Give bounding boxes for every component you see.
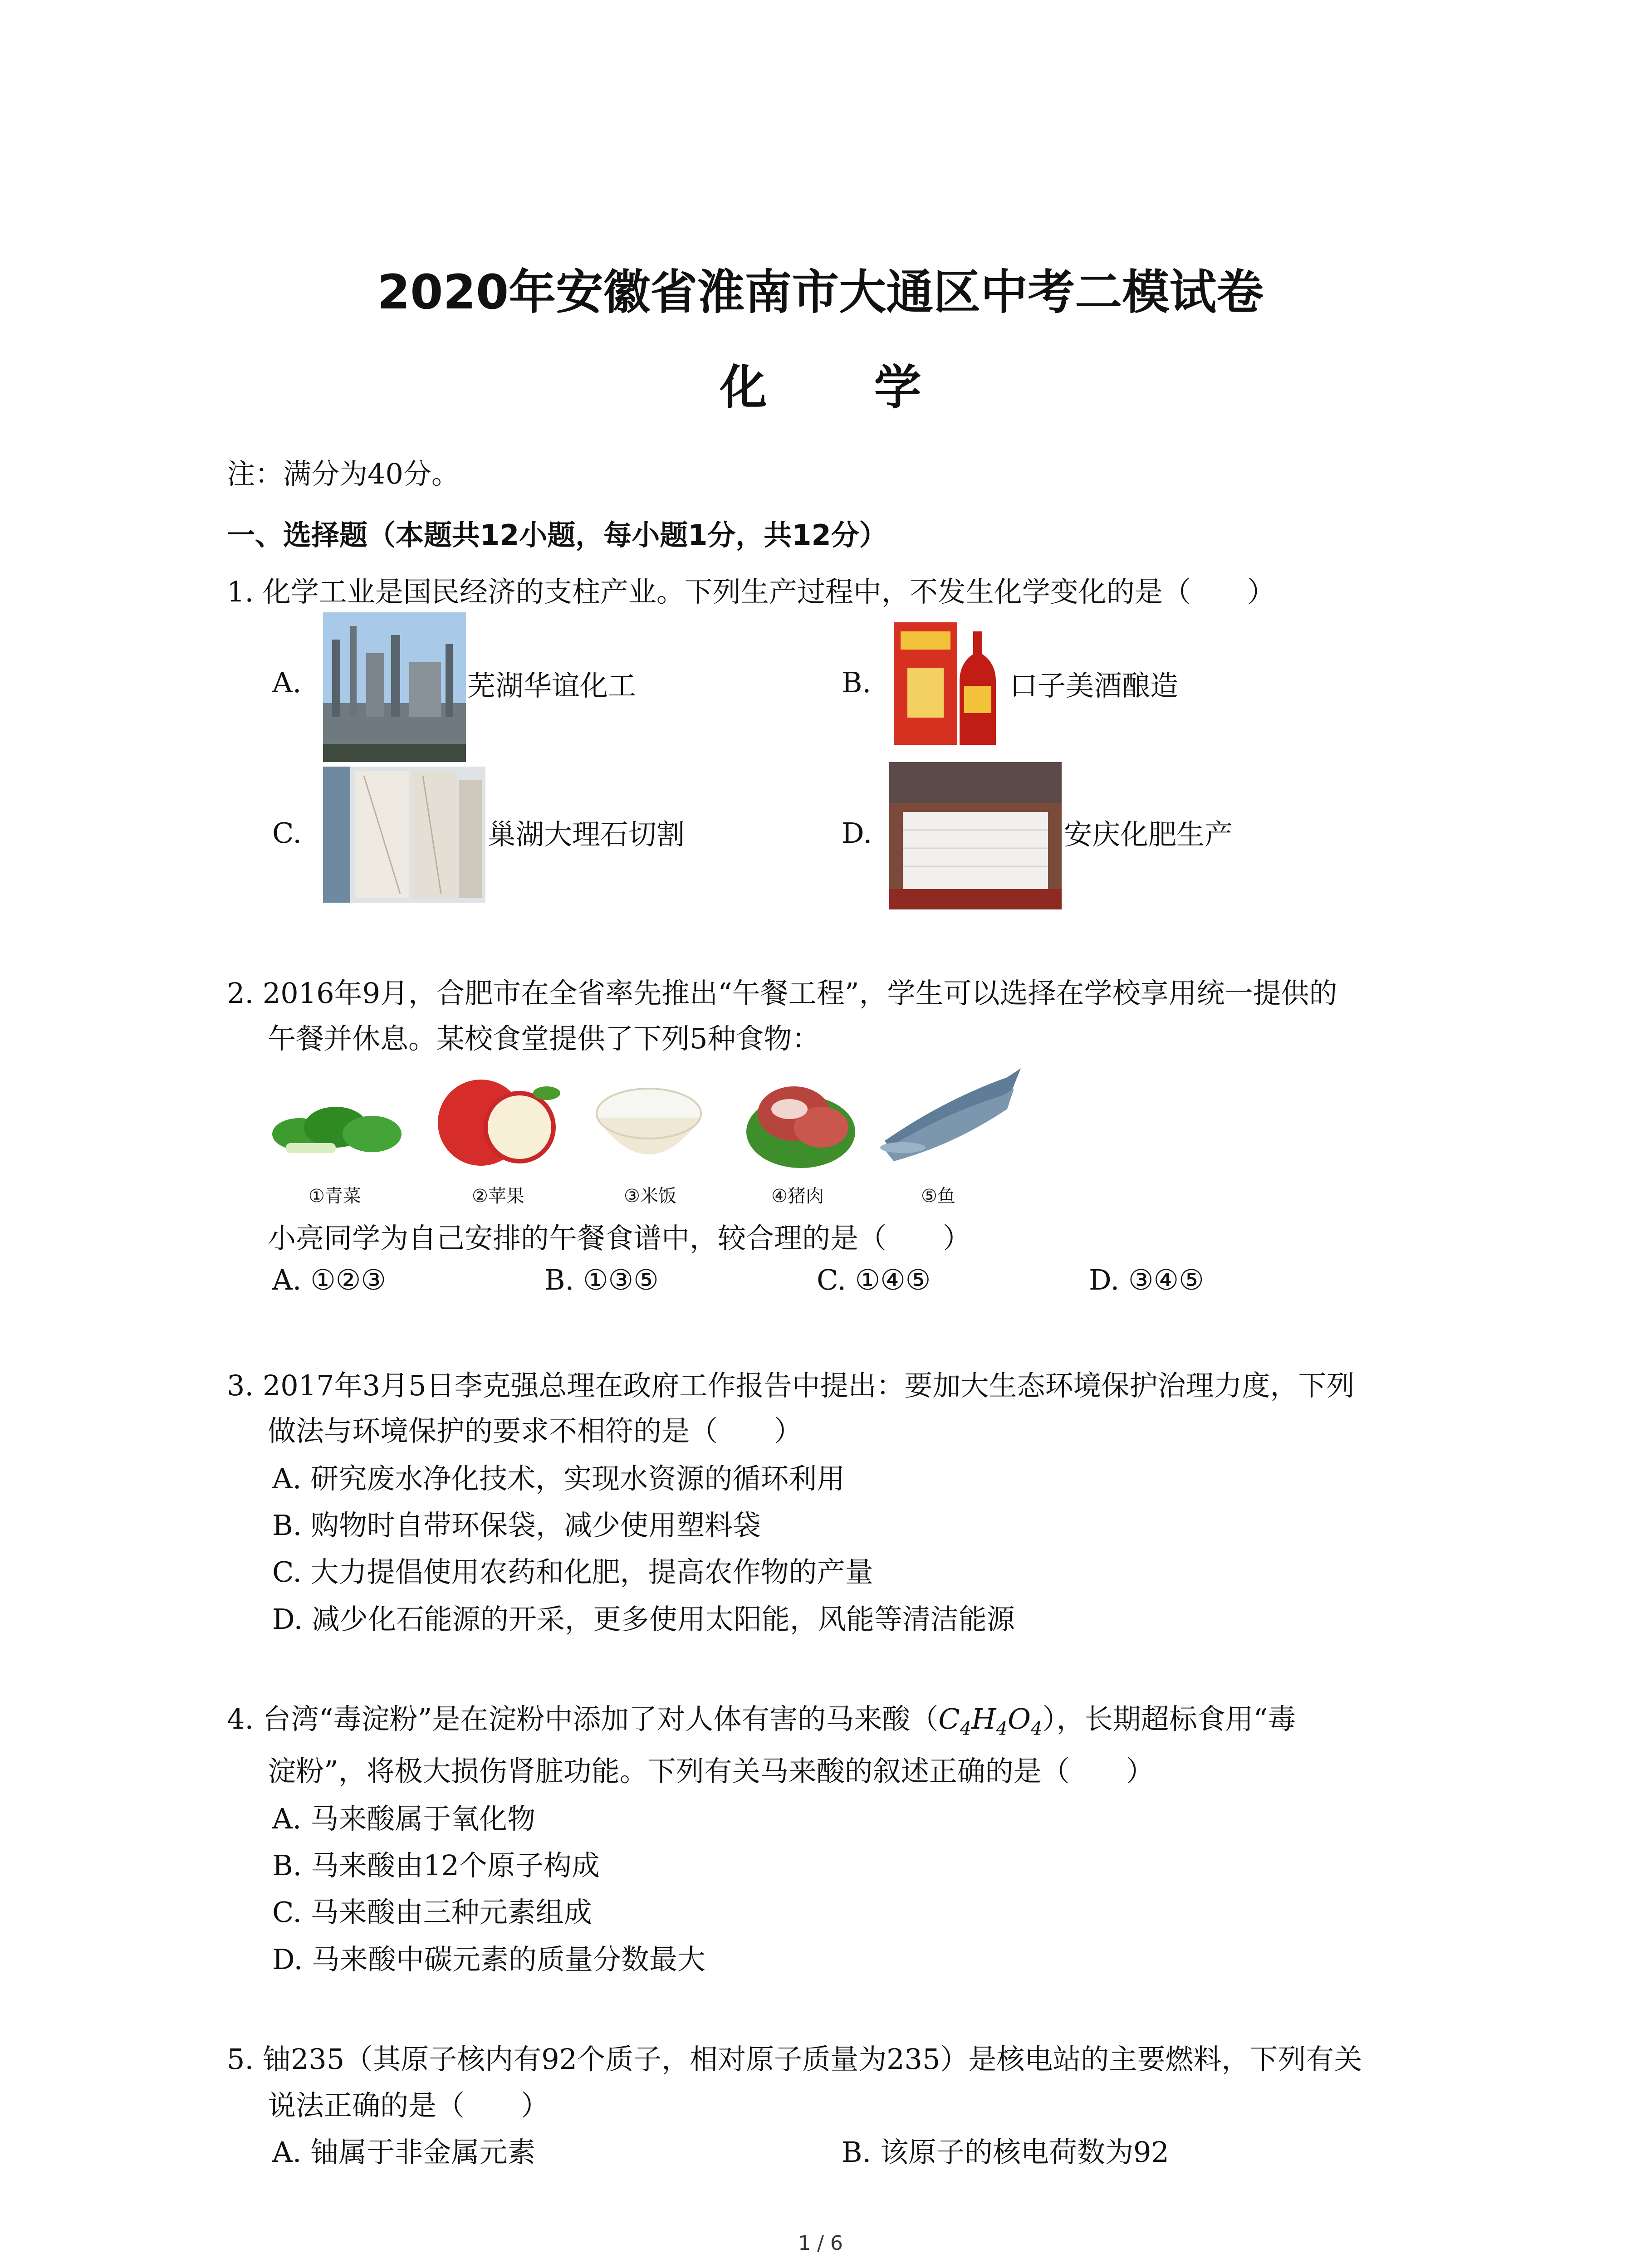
apple-image (431, 1068, 567, 1173)
q2-stem-line2: 午餐并休息。某校食堂提供了下列5种食物： (268, 1022, 820, 1055)
q3-option-c: C. 大力提倡使用农药和化肥，提高农作物的产量 (272, 1555, 873, 1589)
q1-option-d-letter: D. (842, 816, 872, 850)
fertilizer-bags-photo (889, 762, 1062, 909)
q1-option-c-letter: C. (272, 816, 302, 850)
q3-option-a: A. 研究废水净化技术，实现水资源的循环利用 (272, 1462, 845, 1495)
food-label-1: ①青菜 (309, 1186, 361, 1207)
q4-option-c: C. 马来酸由三种元素组成 (272, 1896, 592, 1929)
q5-option-b: B. 该原子的核电荷数为92 (842, 2136, 1169, 2169)
subject-title: 化 学 (720, 360, 967, 415)
q5-option-a: A. 铀属于非金属元素 (272, 2136, 536, 2169)
marble-slabs-photo (323, 767, 485, 903)
q1-option-a-text: 芜湖华谊化工 (467, 669, 637, 702)
q1-option-b-text: 口子美酒酿造 (1009, 669, 1179, 702)
maleic-acid-formula: $C_4H_4O_4$ (938, 1702, 1043, 1740)
score-note: 注：满分为40分。 (227, 457, 460, 490)
q2-stem-line1: 2. 2016年9月，合肥市在全省率先推出“午餐工程”，学生可以选择在学校享用统一提供的 (227, 977, 1337, 1010)
food-label-2: ②苹果 (472, 1186, 524, 1207)
q2-option-d: D. ③④⑤ (1089, 1263, 1204, 1296)
food-label-3: ③米饭 (624, 1186, 676, 1207)
q2-option-a: A. ①②③ (272, 1263, 386, 1296)
pork-image (744, 1064, 857, 1175)
q3-stem-line1: 3. 2017年3月5日李克强总理在政府工作报告中提出：要加大生态环境保护治理力度，下列 (227, 1369, 1355, 1402)
q3-option-b: B. 购物时自带环保袋，减少使用塑料袋 (272, 1509, 761, 1542)
q1-option-c-text: 巢湖大理石切割 (488, 818, 685, 851)
q2-question: 小亮同学为自己安排的午餐食谱中，较合理的是（ ） (268, 1222, 971, 1255)
food-label-4: ④猪肉 (771, 1186, 824, 1207)
food-label-5: ⑤鱼 (921, 1186, 955, 1207)
q3-option-d: D. 减少化石能源的开采，更多使用太阳能，风能等清洁能源 (272, 1603, 1015, 1636)
q2-option-c: C. ①④⑤ (817, 1263, 931, 1296)
q1-stem: 1. 化学工业是国民经济的支柱产业。下列生产过程中，不发生化学变化的是（ ） (227, 575, 1275, 608)
q4-stem-line1 (227, 1696, 1296, 1739)
q4-option-d: D. 马来酸中碳元素的质量分数最大 (272, 1943, 705, 1976)
chemical-plant-photo (323, 612, 466, 762)
q1-option-a-letter: A. (272, 666, 302, 699)
q5-stem-line1: 5. 铀235（其原子核内有92个质子，相对原子质量为235）是核电站的主要燃料，下列有关 (227, 2043, 1362, 2076)
rice-bowl-image (590, 1077, 708, 1173)
q3-stem-line2: 做法与环境保护的要求不相符的是（ ） (268, 1414, 803, 1447)
q1-option-b-letter: B. (842, 666, 872, 699)
exam-title: 2020年安徽省淮南市大通区中考二模试卷 (377, 264, 1264, 320)
q4-option-a: A. 马来酸属于氧化物 (272, 1802, 536, 1835)
q4-stem-line2: 淀粉”，将极大损伤肾脏功能。下列有关马来酸的叙述正确的是（ ） (268, 1755, 1154, 1788)
page-number: 1 / 6 (798, 2232, 843, 2255)
q4-stem-pre: 4. 台湾“毒淀粉”是在淀粉中添加了对人体有害的马来酸（ (227, 1702, 939, 1735)
q2-option-b: B. ①③⑤ (544, 1263, 659, 1296)
q4-option-b: B. 马来酸由12个原子构成 (272, 1849, 600, 1882)
section-heading: 一、选择题（本题共12小题，每小题1分，共12分） (227, 518, 887, 552)
q1-option-d-text: 安庆化肥生产 (1064, 818, 1233, 851)
vegetable-image (268, 1084, 408, 1175)
fish-image (876, 1064, 1025, 1173)
q5-stem-line2: 说法正确的是（ ） (268, 2089, 549, 2122)
q4-stem-post: ），长期超标食用“毒 (1042, 1702, 1296, 1735)
liquor-bottle-photo (889, 613, 1003, 754)
